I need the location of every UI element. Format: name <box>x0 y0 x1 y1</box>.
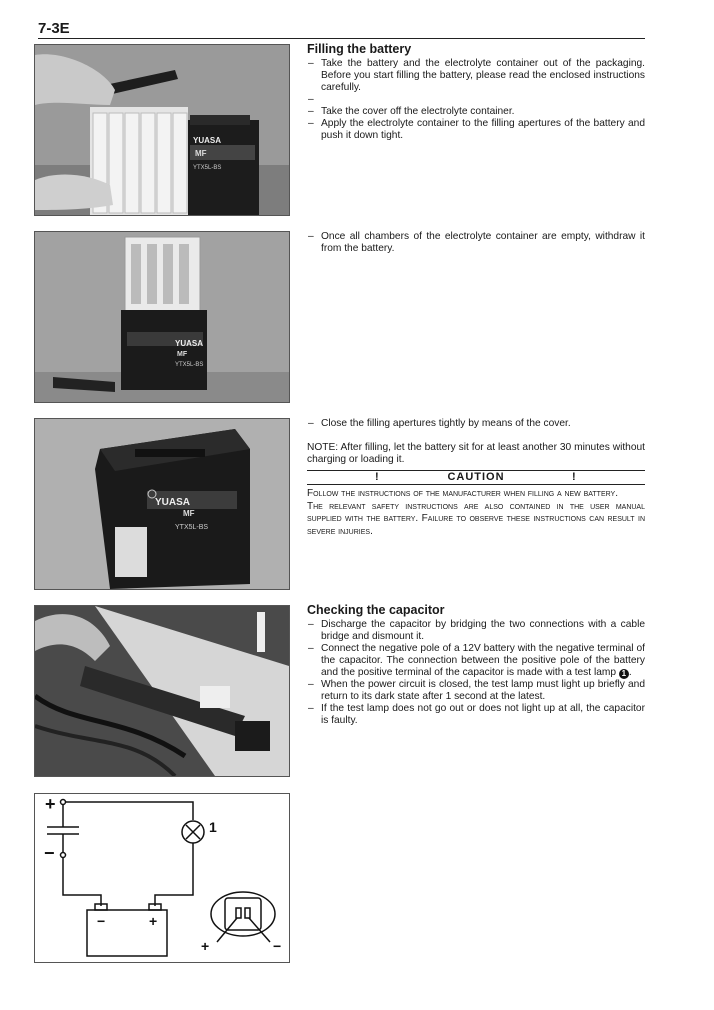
photo-electrolyte-container <box>34 44 290 216</box>
photo3-badge: MF <box>183 509 195 518</box>
photo-capacitor-wiring <box>34 605 290 777</box>
caution-mark-right: ! <box>572 471 576 483</box>
step-text <box>307 643 645 679</box>
diagram-battery-minus: − <box>97 913 106 929</box>
photo2-brand: YUASA <box>175 339 204 348</box>
photo1-model: YTX5L-BS <box>193 165 222 171</box>
caution-mark-left: ! <box>375 471 379 483</box>
section-title-checking-capacitor: Checking the capacitor <box>307 603 445 617</box>
photo1-badge: MF <box>195 149 207 158</box>
step-text-end: . <box>628 667 632 678</box>
capacitor-test-circuit-diagram <box>34 793 290 963</box>
photo2-badge: MF <box>177 351 188 358</box>
header-rule <box>38 38 645 39</box>
section-filling-battery <box>307 43 645 142</box>
section-withdraw-container <box>307 231 645 255</box>
step-text-main: Connect the negative pole of a 12V battery with the negative terminal of the capacitor. The connection between the positive pole of the battery and the positive terminal of the capacitor is made with a test lamp <box>321 643 645 678</box>
diagram-connector-plus: + <box>201 938 210 954</box>
caution-line: Follow the instructions of the manufacturer when filling a new battery. <box>307 488 618 499</box>
step-text: – When the power circuit is closed, the test lamp must light up briefly and return to its dark state after 1 second at the latest. <box>307 679 645 703</box>
photo3-model: YTX5L-BS <box>175 524 209 531</box>
step-text: – Close the filling apertures tightly by means of the cover. <box>307 418 645 430</box>
step-text: – Apply the electrolyte container to the filling apertures of the battery and push it down tight. <box>307 118 645 142</box>
photo-container-on-battery <box>34 231 290 403</box>
section-checking-capacitor <box>307 604 645 727</box>
step-text: – If the test lamp does not go out or does not light up at all, the capacitor is faulty. <box>307 703 645 727</box>
ref-number-1: 1 <box>619 669 629 679</box>
diagram-battery-plus: + <box>149 913 158 929</box>
step-text: – Take the cover off the electrolyte container. <box>307 106 645 118</box>
step-text: – Take the battery and the electrolyte container out of the packaging. Before you start filling the battery, please read the enclosed instructions carefully. <box>307 58 645 94</box>
caution-body <box>307 488 645 538</box>
step-text: – Discharge the capacitor by bridging the two connections with a cable bridge and dismount it. <box>307 619 645 643</box>
step-text: – Once all chambers of the electrolyte container are empty, withdraw it from the battery. <box>307 231 645 255</box>
caution-line: The relevant safety instructions are also contained in the user manual supplied with the battery. Failure to observe these instructions can result in severe injuries. <box>307 500 645 537</box>
note-text: NOTE: After filling, let the battery sit for at least another 30 minutes without charging or loading it. <box>307 442 645 465</box>
diagram-lamp-label: 1 <box>209 819 217 835</box>
section-close-apertures <box>307 418 645 538</box>
diagram-connector-minus: − <box>273 938 282 954</box>
diagram-capacitor-minus: − <box>44 843 55 863</box>
photo1-brand: YUASA <box>193 136 222 145</box>
page-number: 7-3E <box>38 20 70 37</box>
caution-title: CAUTION <box>447 471 505 483</box>
photo3-brand: YUASA <box>155 497 191 508</box>
diagram-capacitor-plus: + <box>45 794 56 814</box>
section-title-filling-battery: Filling the battery <box>307 42 412 56</box>
spacer <box>307 94 645 106</box>
photo-closed-battery <box>34 418 290 590</box>
photo2-model: YTX5L-BS <box>175 362 204 368</box>
caution-header <box>307 470 645 485</box>
